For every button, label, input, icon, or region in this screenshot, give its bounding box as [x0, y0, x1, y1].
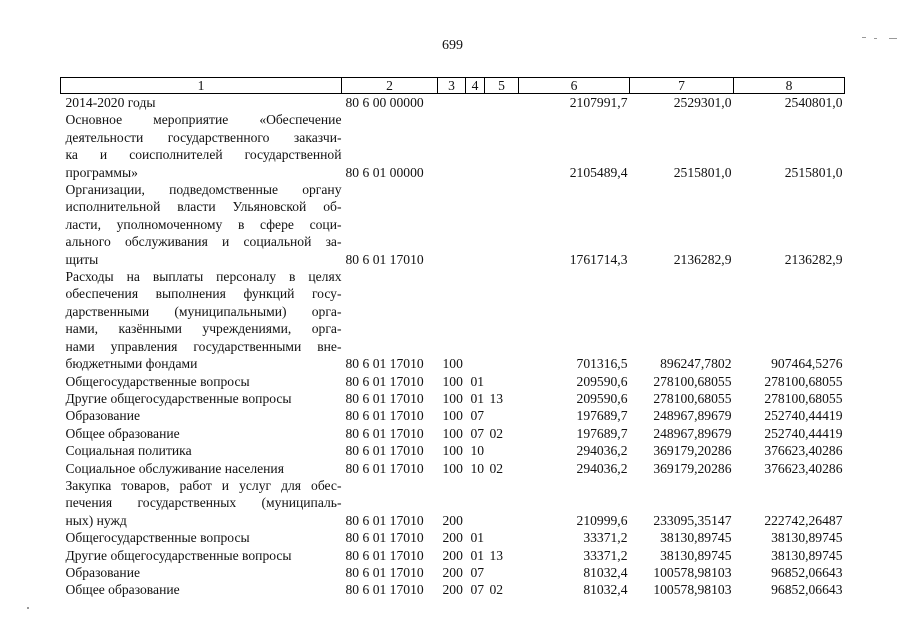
table-row — [61, 529, 845, 546]
amount-col-7: 2515801,0 — [673, 164, 732, 180]
row-name-line: бюджетными фондами — [65, 356, 198, 372]
table-row — [61, 390, 845, 407]
table-row — [61, 268, 845, 372]
row-name — [61, 390, 342, 407]
expense-type-code: 200 — [442, 512, 463, 528]
column-header: 1 — [61, 78, 342, 94]
target-article-code: 80 6 00 00000 — [345, 95, 424, 110]
amount-col-8: 376623,40286 — [764, 443, 843, 459]
expense-type-code: 100 — [442, 390, 463, 406]
target-article-code: 80 6 01 00000 — [345, 164, 424, 180]
section-code: 01 — [470, 530, 485, 546]
column-header: 2 — [342, 78, 438, 94]
table-row — [61, 425, 845, 442]
amount-col-6: 701316,5 — [576, 356, 628, 372]
amount-col-7: 278100,68055 — [653, 390, 732, 406]
target-article-code: 80 6 01 17010 — [345, 425, 424, 441]
subsection-code — [485, 477, 519, 529]
amount-col-6: 1761714,3 — [569, 251, 628, 267]
section-code — [466, 94, 485, 112]
amount-col-7: 369179,20286 — [653, 460, 732, 476]
page-number: 699 — [442, 38, 463, 53]
section-code: 10 — [470, 460, 485, 476]
subsection-code: 13 — [489, 390, 504, 406]
table-row — [61, 373, 845, 390]
row-name-line: Расходы на выплаты персоналу в целях — [65, 269, 342, 285]
row-name — [61, 425, 342, 442]
expense-type-code — [438, 181, 466, 268]
row-name-line: Организации, подведомственные органу — [65, 182, 342, 198]
row-name-line: ального обслуживания и социальной за- — [65, 234, 342, 250]
row-name-line: Общее образование — [65, 425, 180, 441]
column-header: 8 — [734, 78, 845, 94]
amount-col-8: 222742,26487 — [764, 512, 843, 528]
row-name-line: деятельности государственного заказчи- — [65, 129, 342, 145]
amount-col-8: 96852,06643 — [771, 564, 843, 580]
table-row — [61, 581, 845, 598]
row-name — [61, 477, 342, 529]
expense-type-code: 100 — [442, 443, 463, 459]
table-body — [61, 94, 845, 599]
amount-col-8: 376623,40286 — [764, 460, 843, 476]
scan-speck — [862, 37, 866, 38]
amount-col-8: 252740,44419 — [764, 425, 843, 441]
row-name-line: печения государственных (муниципаль- — [65, 495, 342, 511]
row-name — [61, 442, 342, 459]
row-name-line: Общегосударственные вопросы — [65, 530, 250, 546]
target-article-code: 80 6 01 17010 — [345, 512, 424, 528]
subsection-code: 02 — [489, 460, 504, 476]
amount-col-8: 38130,89745 — [771, 547, 843, 563]
amount-col-8: 907464,5276 — [771, 356, 843, 372]
row-name-line: Общегосударственные вопросы — [65, 373, 250, 389]
table-row — [61, 442, 845, 459]
row-name — [61, 111, 342, 181]
row-name-line: исполнительной власти Ульяновской об- — [65, 199, 342, 215]
target-article-code: 80 6 01 17010 — [345, 530, 424, 546]
amount-col-8: 38130,89745 — [771, 530, 843, 546]
amount-col-7: 100578,98103 — [653, 582, 732, 598]
amount-col-7: 369179,20286 — [653, 443, 732, 459]
row-name — [61, 581, 342, 598]
table-row — [61, 181, 845, 268]
amount-col-7: 2136282,9 — [673, 251, 732, 267]
table-row — [61, 407, 845, 424]
expense-type-code: 100 — [442, 356, 463, 372]
expense-type-code: 100 — [442, 460, 463, 476]
section-code: 01 — [470, 373, 485, 389]
row-name-line: дарственными (муниципальными) орга- — [65, 303, 342, 319]
subsection-code: 02 — [489, 582, 504, 598]
target-article-code: 80 6 01 17010 — [345, 460, 424, 476]
row-name-line: ласти, уполномоченному в сфере соци- — [65, 216, 342, 232]
table-row — [61, 111, 845, 181]
target-article-code: 80 6 01 17010 — [345, 408, 424, 424]
row-name-line: ных) нужд — [65, 512, 127, 528]
subsection-code — [485, 94, 519, 112]
table-row — [61, 547, 845, 564]
amount-col-6: 33371,2 — [583, 547, 628, 563]
row-name — [61, 547, 342, 564]
target-article-code: 80 6 01 17010 — [345, 251, 424, 267]
amount-col-6: 197689,7 — [576, 425, 628, 441]
section-code: 01 — [470, 547, 485, 563]
amount-col-8: 2540801,0 — [784, 95, 843, 110]
row-name-line: Основное мероприятие «Обеспечение — [65, 112, 342, 128]
amount-col-7: 278100,68055 — [653, 373, 732, 389]
column-header: 5 — [485, 78, 519, 94]
row-name-line: ка и соисполнителей государственной — [65, 147, 342, 163]
amount-col-6: 197689,7 — [576, 408, 628, 424]
table-row — [61, 460, 845, 477]
column-header: 4 — [466, 78, 485, 94]
section-code: 10 — [470, 443, 485, 459]
row-name — [61, 94, 342, 112]
amount-col-7: 233095,35147 — [653, 512, 732, 528]
subsection-code — [485, 529, 519, 546]
section-code — [466, 268, 485, 372]
amount-col-8: 2515801,0 — [784, 164, 843, 180]
amount-col-6: 209590,6 — [576, 390, 628, 406]
section-code — [466, 181, 485, 268]
amount-col-8: 278100,68055 — [764, 373, 843, 389]
amount-col-8: 252740,44419 — [764, 408, 843, 424]
target-article-code: 80 6 01 17010 — [345, 373, 424, 389]
table-row — [61, 94, 845, 112]
target-article-code: 80 6 01 17010 — [345, 564, 424, 580]
row-name-line: обеспечения выполнения функций госу- — [65, 286, 342, 302]
amount-col-6: 81032,4 — [583, 564, 628, 580]
amount-col-7: 248967,89679 — [653, 425, 732, 441]
row-name-line: Социальное обслуживание населения — [65, 460, 284, 476]
column-number-header-row — [61, 78, 845, 94]
row-name-line: нами управления государственными вне- — [65, 338, 342, 354]
row-name — [61, 373, 342, 390]
expense-type-code: 100 — [442, 373, 463, 389]
section-code: 07 — [470, 564, 485, 580]
row-name-line: щиты — [65, 251, 99, 267]
amount-col-6: 294036,2 — [576, 443, 628, 459]
column-header: 3 — [438, 78, 466, 94]
row-name-line: Другие общегосударственные вопросы — [65, 547, 292, 563]
amount-col-6: 209590,6 — [576, 373, 628, 389]
amount-col-7: 38130,89745 — [660, 547, 732, 563]
budget-table — [60, 77, 845, 599]
table-row — [61, 477, 845, 529]
amount-col-7: 2529301,0 — [673, 95, 732, 110]
section-code: 07 — [470, 425, 485, 441]
row-name — [61, 460, 342, 477]
section-code — [466, 477, 485, 529]
row-name-line: Другие общегосударственные вопросы — [65, 390, 292, 406]
amount-col-6: 210999,6 — [576, 512, 628, 528]
row-name — [61, 529, 342, 546]
amount-col-6: 294036,2 — [576, 460, 628, 476]
amount-col-8: 2136282,9 — [784, 251, 843, 267]
row-name-line: Образование — [65, 564, 141, 580]
amount-col-6: 81032,4 — [583, 582, 628, 598]
row-name-line: Закупка товаров, работ и услуг для обес- — [65, 477, 342, 493]
column-header: 6 — [519, 78, 630, 94]
section-code: 07 — [470, 582, 485, 598]
section-code — [466, 111, 485, 181]
row-name-line: программы» — [65, 164, 138, 180]
expense-type-code: 100 — [442, 425, 463, 441]
amount-col-8: 96852,06643 — [771, 582, 843, 598]
expense-type-code: 200 — [442, 564, 463, 580]
row-name — [61, 564, 342, 581]
table-row — [61, 564, 845, 581]
expense-type-code: 200 — [442, 530, 463, 546]
amount-col-7: 100578,98103 — [653, 564, 732, 580]
row-name-line: 2014-2020 годы — [65, 95, 156, 110]
section-code: 07 — [470, 408, 485, 424]
subsection-code: 02 — [489, 425, 504, 441]
row-name-line: Социальная политика — [65, 443, 192, 459]
subsection-code — [485, 181, 519, 268]
subsection-code — [485, 564, 519, 581]
row-name — [61, 181, 342, 268]
amount-col-8: 278100,68055 — [764, 390, 843, 406]
subsection-code — [485, 268, 519, 372]
target-article-code: 80 6 01 17010 — [345, 390, 424, 406]
subsection-code — [485, 373, 519, 390]
subsection-code — [485, 442, 519, 459]
amount-col-6: 33371,2 — [583, 530, 628, 546]
target-article-code: 80 6 01 17010 — [345, 356, 424, 372]
row-name-line: Образование — [65, 408, 141, 424]
amount-col-6: 2105489,4 — [569, 164, 628, 180]
row-name — [61, 268, 342, 372]
subsection-code — [485, 407, 519, 424]
expense-type-code: 200 — [442, 547, 463, 563]
scan-speck — [27, 607, 29, 609]
amount-col-7: 896247,7802 — [660, 356, 732, 372]
row-name-line: Общее образование — [65, 582, 180, 598]
amount-col-7: 38130,89745 — [660, 530, 732, 546]
row-name — [61, 407, 342, 424]
subsection-code — [485, 111, 519, 181]
target-article-code: 80 6 01 17010 — [345, 582, 424, 598]
expense-type-code — [438, 111, 466, 181]
section-code: 01 — [470, 390, 485, 406]
subsection-code: 13 — [489, 547, 504, 563]
expense-type-code: 100 — [442, 408, 463, 424]
expense-type-code — [438, 94, 466, 112]
column-header: 7 — [630, 78, 734, 94]
amount-col-6: 2107991,7 — [569, 95, 628, 110]
scan-speck — [889, 38, 897, 39]
row-name-line: нами, казёнными учреждениями, орга- — [65, 321, 342, 337]
amount-col-7: 248967,89679 — [653, 408, 732, 424]
expense-type-code: 200 — [442, 582, 463, 598]
target-article-code: 80 6 01 17010 — [345, 443, 424, 459]
scan-speck — [874, 38, 877, 39]
target-article-code: 80 6 01 17010 — [345, 547, 424, 563]
